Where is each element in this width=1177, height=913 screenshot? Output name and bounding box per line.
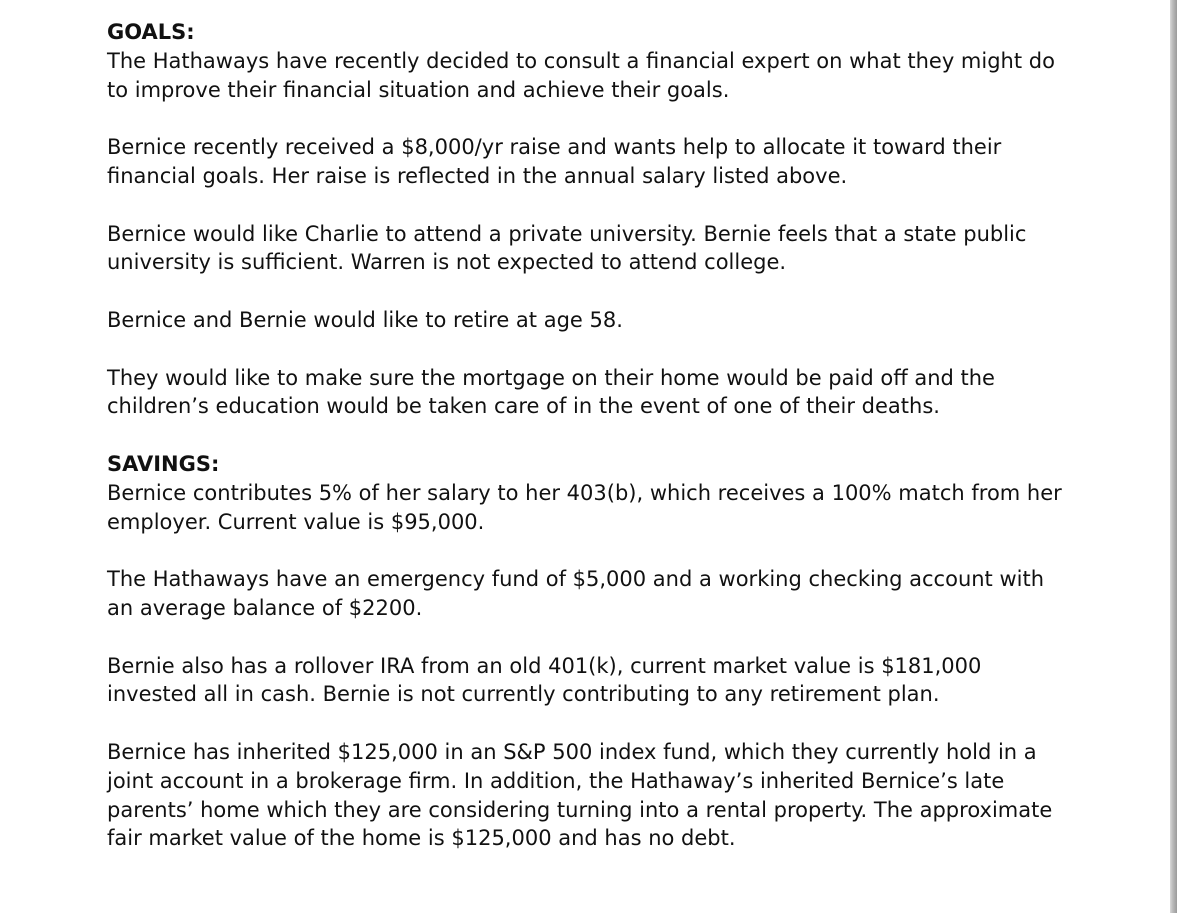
savings-paragraph-403b: Bernice contributes 5% of her salary to her 403(b), which receives a 100% match from her employer. Current value is $95,000. xyxy=(107,480,1062,534)
document-body xyxy=(107,18,1067,882)
savings-paragraph-inheritance: Bernice has inherited $125,000 in an S&P 500 index fund, which they currently hold in a joint account in a brokerage firm. In addition, the Hathaway’s inherited Bernice’s late parents’ home which they are considering turning into a rental property. The approximate fair market value of the home is $125,000 and has no debt. xyxy=(107,739,1053,851)
goals-paragraph-mortgage: They would like to make sure the mortgage on their home would be paid off and the children’s education would be taken care of in the event of one of their deaths. xyxy=(107,365,995,419)
savings-paragraph-emergency-fund: The Hathaways have an emergency fund of $5,000 and a working checking account with an average balance of $2200. xyxy=(107,567,1045,620)
goals-paragraph-retire: Bernice and Bernie would like to retire at age 58. xyxy=(107,307,623,332)
goals-paragraph-consult: The Hathaways have recently decided to consult a financial expert on what they might do to improve their financial situation and achieve their goals. xyxy=(107,48,1055,102)
goals-paragraph-university: Bernice would like Charlie to attend a private university. Bernie feels that a state public university is sufficient. Warren is not expected to attend college. xyxy=(107,221,1027,275)
savings-heading: SAVINGS: xyxy=(107,451,220,476)
goals-heading: GOALS: xyxy=(107,20,195,44)
savings-paragraph-rollover-ira: Bernie also has a rollover IRA from an old 401(k), current market value is $181,000 invested all in cash. Bernie is not currently contributing to any retirement plan. xyxy=(107,653,982,707)
goals-paragraph-raise: Bernice recently received a $8,000/yr raise and wants help to allocate it toward their financial goals. Her raise is reflected in the annual salary listed above. xyxy=(107,135,1002,188)
page-edge-shadow xyxy=(1170,0,1177,913)
